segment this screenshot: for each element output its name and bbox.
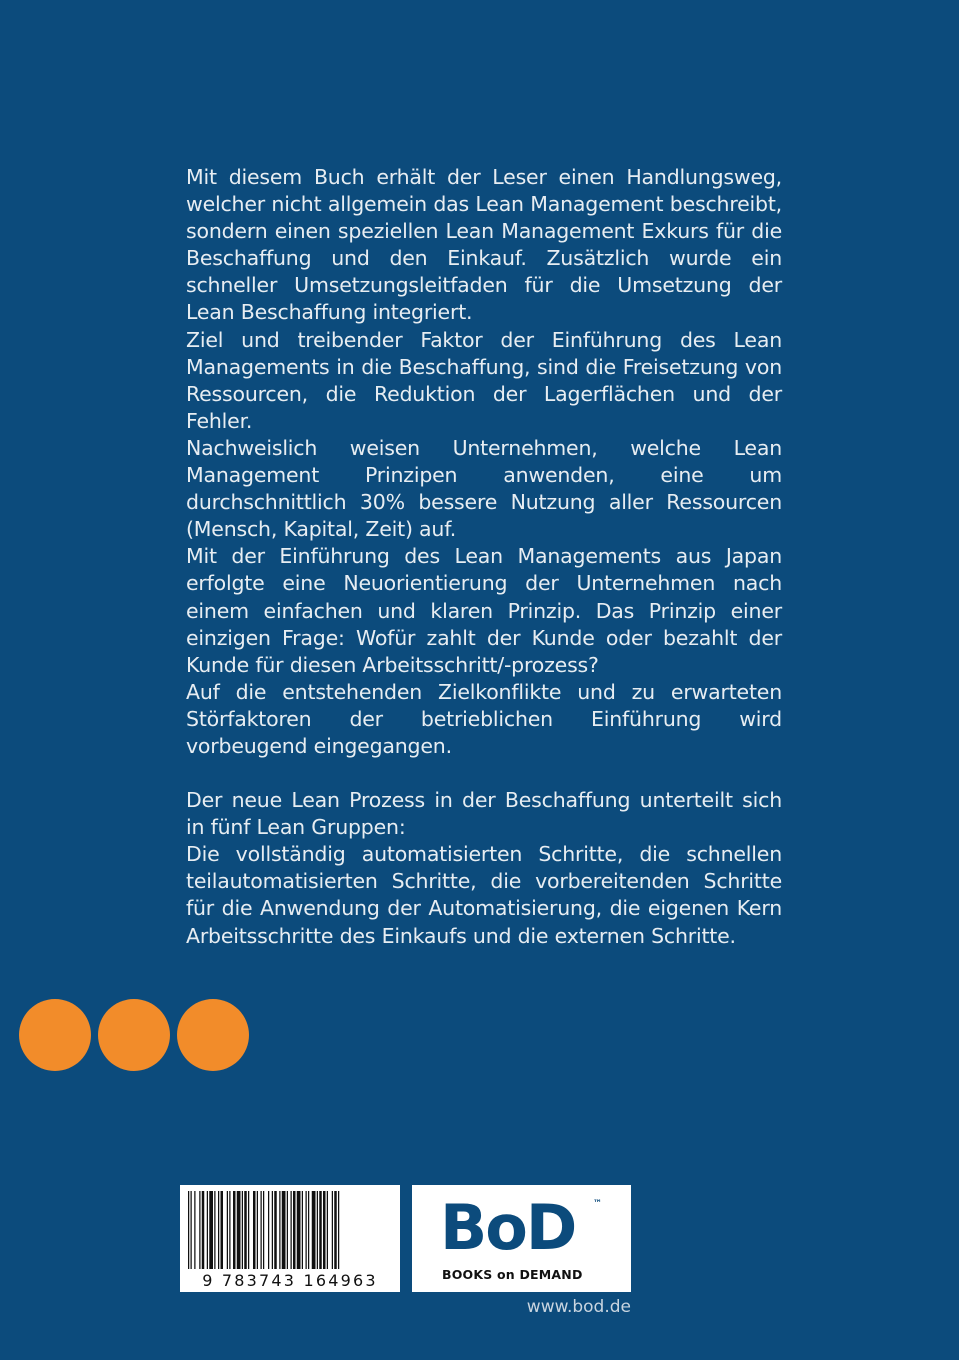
barcode-bar: [221, 1191, 224, 1269]
barcode-bar: [207, 1191, 208, 1269]
barcode-bar: [308, 1191, 309, 1269]
barcode-bar: [227, 1191, 228, 1269]
barcode-bar: [214, 1191, 215, 1269]
barcode-bar: [233, 1191, 236, 1269]
barcode-bar: [253, 1191, 256, 1269]
barcode-bar: [317, 1191, 318, 1269]
orange-dot-3: [177, 999, 249, 1071]
barcode-bar: [244, 1191, 247, 1269]
blurb-paragraph-1: Mit diesem Buch erhält der Leser einen Handlungsweg, welcher nicht allgemein das Lean Management beschreibt, sondern einen speziellen Lean Management Exkurs für die Beschaffung und den Einkauf. Zusätzlich wurde ein schneller Umsetzungsleitfaden für die Umsetzung der Lean Beschaffung integriert.: [186, 165, 782, 325]
barcode-bar: [323, 1191, 326, 1269]
barcode-bar: [263, 1191, 264, 1269]
barcode-bar: [302, 1191, 303, 1269]
barcode-bar: [312, 1191, 316, 1269]
paragraph-spacer: [186, 760, 782, 787]
barcode-bar: [327, 1191, 328, 1269]
barcode-bar: [332, 1191, 333, 1269]
barcode-bar: [202, 1191, 205, 1269]
barcode-bar: [272, 1191, 273, 1269]
barcode-bar: [191, 1191, 192, 1269]
back-cover-blurb: [186, 164, 782, 950]
barcode-bar: [209, 1191, 213, 1269]
barcode-bar: [188, 1191, 189, 1269]
barcode-bar: [338, 1191, 339, 1269]
isbn-barcode: [180, 1185, 400, 1292]
orange-dot-1: [19, 999, 91, 1071]
barcode-bar: [274, 1191, 277, 1269]
barcode-bar: [334, 1191, 337, 1269]
barcode-bar: [248, 1191, 249, 1269]
publisher-logo: [412, 1185, 631, 1292]
blurb-paragraph-3: Nachweislich weisen Unternehmen, welche Lean Management Prinzipen anwenden, eine um durchschnittlich 30% bessere Nutzung aller Ressourcen (Mensch, Kapital, Zeit) auf.: [186, 435, 782, 542]
barcode-bar: [287, 1191, 288, 1269]
publisher-website: www.bod.de: [526, 1297, 631, 1317]
barcode-bar: [268, 1191, 269, 1269]
blurb-paragraph-4: Mit der Einführung des Lean Managements aus Japan erfolgte eine Neuorientierung der Unternehmen nach einem einfachen und klaren Prinzip. Das Prinzip einer einzigen Frage: Wofür zahlt der Kunde oder bezahlt der Kunde für diesen Arbeitsschritt/-prozess?: [186, 544, 782, 677]
barcode-bar: [261, 1191, 262, 1269]
barcode-bar: [242, 1191, 243, 1269]
barcode-bar: [297, 1191, 301, 1269]
isbn-number: 9 783743 164963: [202, 1271, 378, 1290]
blurb-paragraph-2: Ziel und treibender Faktor der Einführung des Lean Managements in die Beschaffung, sind die Freisetzung von Ressourcen, die Reduktion der Lagerflächen und der Fehler.: [186, 327, 782, 433]
barcode-bar: [282, 1191, 286, 1269]
blurb-paragraph-5: Auf die entstehenden Zielkonflikte und zu erwarteten Störfaktoren der betrieblichen Einführung wird vorbeugend eingegangen.: [186, 679, 782, 758]
blurb-paragraph-6: Der neue Lean Prozess in der Beschaffung unterteilt sich in fünf Lean Gruppen:: [186, 788, 782, 840]
barcode-bar: [218, 1191, 219, 1269]
barcode-bar: [237, 1191, 241, 1269]
barcode-bar: [257, 1191, 258, 1269]
publisher-tagline: BOOKS on DEMAND: [442, 1267, 583, 1282]
barcode-bar: [279, 1191, 280, 1269]
barcode-bar: [194, 1191, 195, 1269]
blurb-paragraph-7: Die vollständig automatisierten Schritte, die schnellen teilautomatisierten Schritte, die vorbereitenden Schritte für die Anwendung der Automatisierung, die eigenen Kern Arbeitsschritte des Einkaufs und die externen Schritte.: [186, 842, 782, 948]
barcode-bar: [306, 1191, 307, 1269]
barcode-bar: [199, 1191, 200, 1269]
barcode-bar: [319, 1191, 322, 1269]
bod-logo-text: BoD: [440, 1191, 576, 1264]
barcode-bar: [229, 1191, 230, 1269]
orange-dot-2: [98, 999, 170, 1071]
barcode-bar: [293, 1191, 296, 1269]
trademark-symbol: ™: [593, 1199, 602, 1209]
barcode-bar: [291, 1191, 292, 1269]
